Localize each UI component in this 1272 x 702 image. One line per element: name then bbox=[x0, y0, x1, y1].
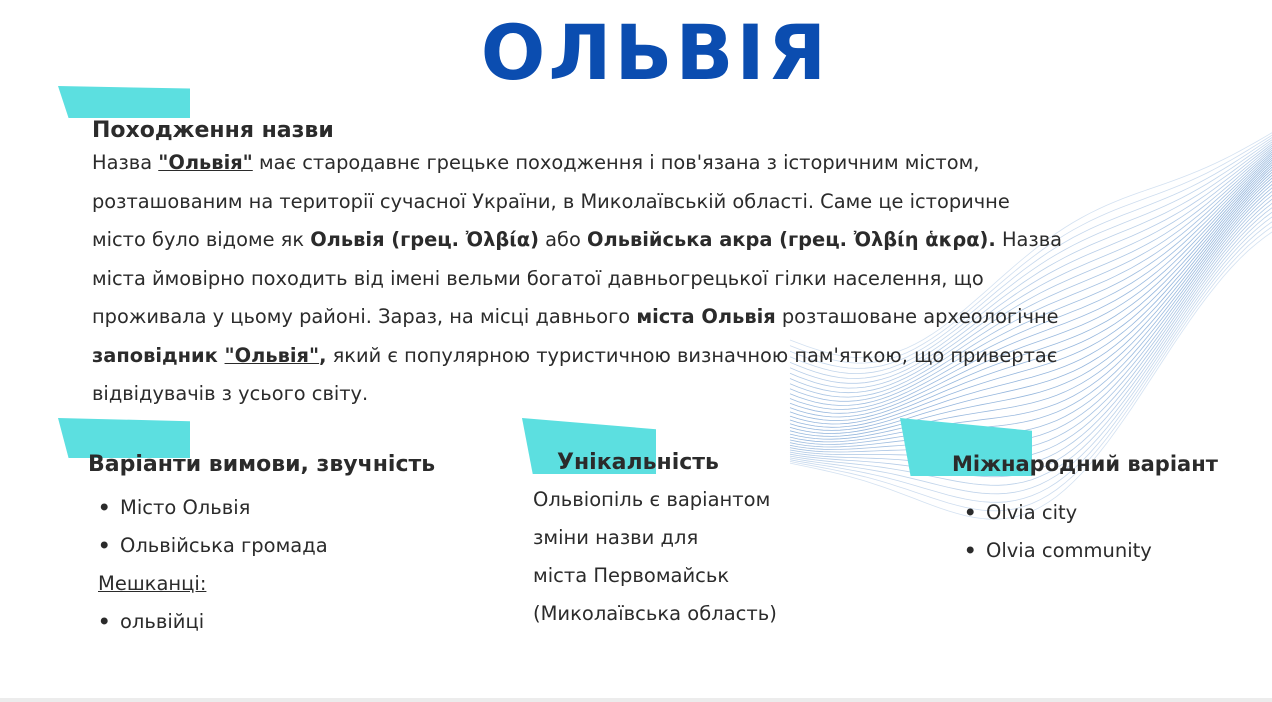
origin-heading: Походження назви bbox=[92, 118, 334, 143]
origin-line: міста ймовірно походить від імені вельми богатої давньогрецької гілки населення, що bbox=[92, 266, 984, 290]
origin-line: розташованим на території сучасної України, в Миколаївській області. Саме це історичне bbox=[92, 189, 1010, 213]
page-title: ОЛЬВІЯ bbox=[480, 8, 830, 97]
uniqueness-line: зміни назви для bbox=[533, 526, 699, 549]
pronunciation-heading: Варіанти вимови, звучність bbox=[88, 452, 436, 477]
origin-line: заповідник "Ольвія", який є популярною туристичною визначною пам'яткою, що привертає bbox=[92, 343, 1058, 367]
pronunciation-list bbox=[98, 489, 328, 641]
list-item: • Olvia community bbox=[964, 532, 1152, 570]
origin-line: відвідувачів з усього світу. bbox=[92, 382, 369, 405]
uniqueness-text bbox=[533, 481, 777, 633]
origin-paragraph bbox=[92, 144, 1212, 414]
uniqueness-line: Ольвіопіль є варіантом bbox=[533, 488, 771, 511]
origin-line: Назва "Ольвія" має стародавнє грецьке походження і пов'язана з історичним містом, bbox=[92, 151, 980, 174]
international-heading: Міжнародний варіант bbox=[952, 452, 1218, 476]
origin-line: проживала у цьому районі. Зараз, на місці давнього міста Ольвія розташоване археологічне bbox=[92, 305, 1059, 328]
list-item: • Olvia city bbox=[964, 494, 1152, 532]
divider bbox=[0, 698, 1272, 702]
uniqueness-line: міста Первомайськ bbox=[533, 564, 730, 587]
list-item: • ольвійці bbox=[98, 603, 328, 641]
uniqueness-heading: Унікальність bbox=[557, 450, 719, 475]
list-item: • Місто Ольвія bbox=[98, 489, 328, 527]
accent-tab bbox=[58, 86, 190, 118]
list-item: • Ольвійська громада bbox=[98, 527, 328, 565]
origin-line: місто було відоме як Ольвія (грец. Ὀλβία) або Ольвійська акра (грец. Ὀλβίη ἁκρα). Назва bbox=[92, 228, 1063, 251]
uniqueness-line: (Миколаївська область) bbox=[533, 602, 777, 625]
international-list bbox=[964, 494, 1152, 570]
residents-label: Мешканці: bbox=[98, 572, 207, 595]
